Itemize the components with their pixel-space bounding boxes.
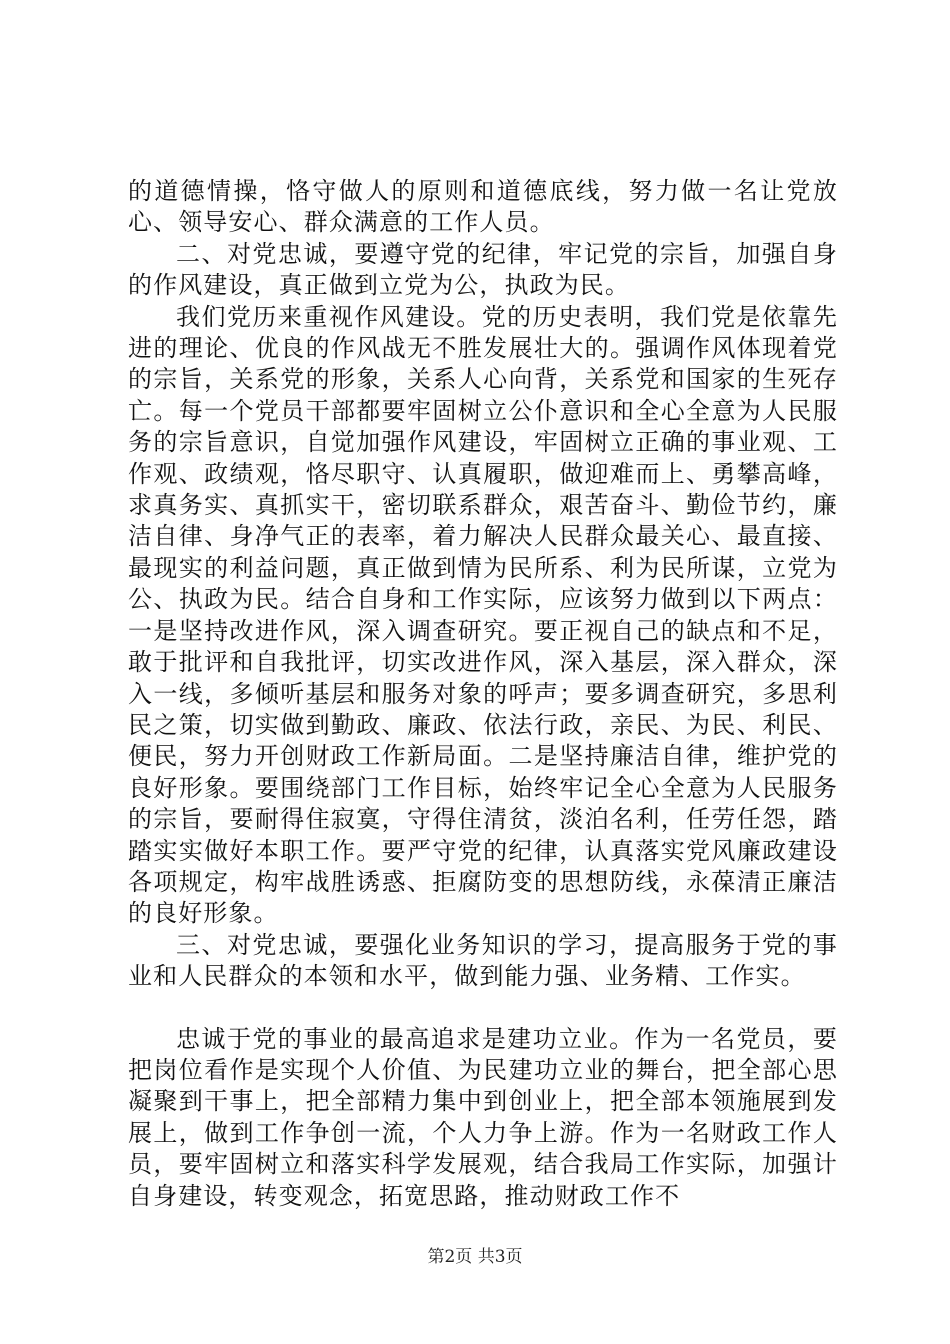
document-body <box>128 176 838 1212</box>
page-number-footer: 第2页 共3页 <box>427 1247 523 1267</box>
paragraph-section-three-heading: 三、对党忠诚，要强化业务知识的学习，提高服务于党的事业和人民群众的本领和水平，做到能力强、业务精、工作实。 <box>128 930 838 991</box>
paragraph-career-pursuit: 忠诚于党的事业的最高追求是建功立业。作为一名党员，要把岗位看作是实现个人价值、为民建功立业的舞台，把全部心思凝聚到干事上，把全部精力集中到创业上，把全部本领施展到发展上，做到工作争创一流，个人力争上游。作为一名财政工作人员，要牢固树立和落实科学发展观，结合我局工作实际，加强计自身建设，转变观念，拓宽思路，推动财政工作不 <box>128 1024 838 1210</box>
paragraph-section-two-heading: 二、对党忠诚，要遵守党的纪律，牢记党的宗旨，加强自身的作风建设，真正做到立党为公，执政为民。 <box>128 239 838 300</box>
paragraph-spacer <box>128 993 838 1024</box>
paragraph-continuation: 的道德情操，恪守做人的原则和道德底线，努力做一名让党放心、领导安心、群众满意的工作人员。 <box>128 177 838 237</box>
paragraph-work-style: 我们党历来重视作风建设。党的历史表明，我们党是依靠先进的理论、优良的作风战无不胜发展壮大的。强调作风体现着党的宗旨，关系党的形象，关系人心向背，关系党和国家的生死存亡。每一个党员干部都要牢固树立公仆意识和全心全意为人民服务的宗旨意识，自觉加强作风建设，牢固树立正确的事业观、工作观、政绩观，恪尽职守、认真履职，做迎难而上、勇攀高峰，求真务实、真抓实干，密切联系群众，艰苦奋斗、勤俭节约，廉洁自律、身净气正的表率，着力解决人民群众最关心、最直接、最现实的利益问题，真正做到情为民所系、利为民所谋，立党为公、执政为民。结合自身和工作实际，应该努力做到以下两点：一是坚持改进作风，深入调查研究。要正视自己的缺点和不足，敢于批评和自我批评，切实改进作风，深入基层，深入群众，深入一线，多倾听基层和服务对象的呼声；要多调查研究，多思利民之策，切实做到勤政、廉政、依法行政，亲民、为民、利民、便民，努力开创财政工作新局面。二是坚持廉洁自律，维护党的良好形象。要围绕部门工作目标，始终牢记全心全意为人民服务的宗旨，要耐得住寂寞，守得住清贫，淡泊名利，任劳任怨，踏踏实实做好本职工作。要严守党的纪律，认真落实党风廉政建设各项规定，构牢战胜诱惑、拒腐防变的思想防线，永葆清正廉洁的良好形象。 <box>128 302 838 928</box>
